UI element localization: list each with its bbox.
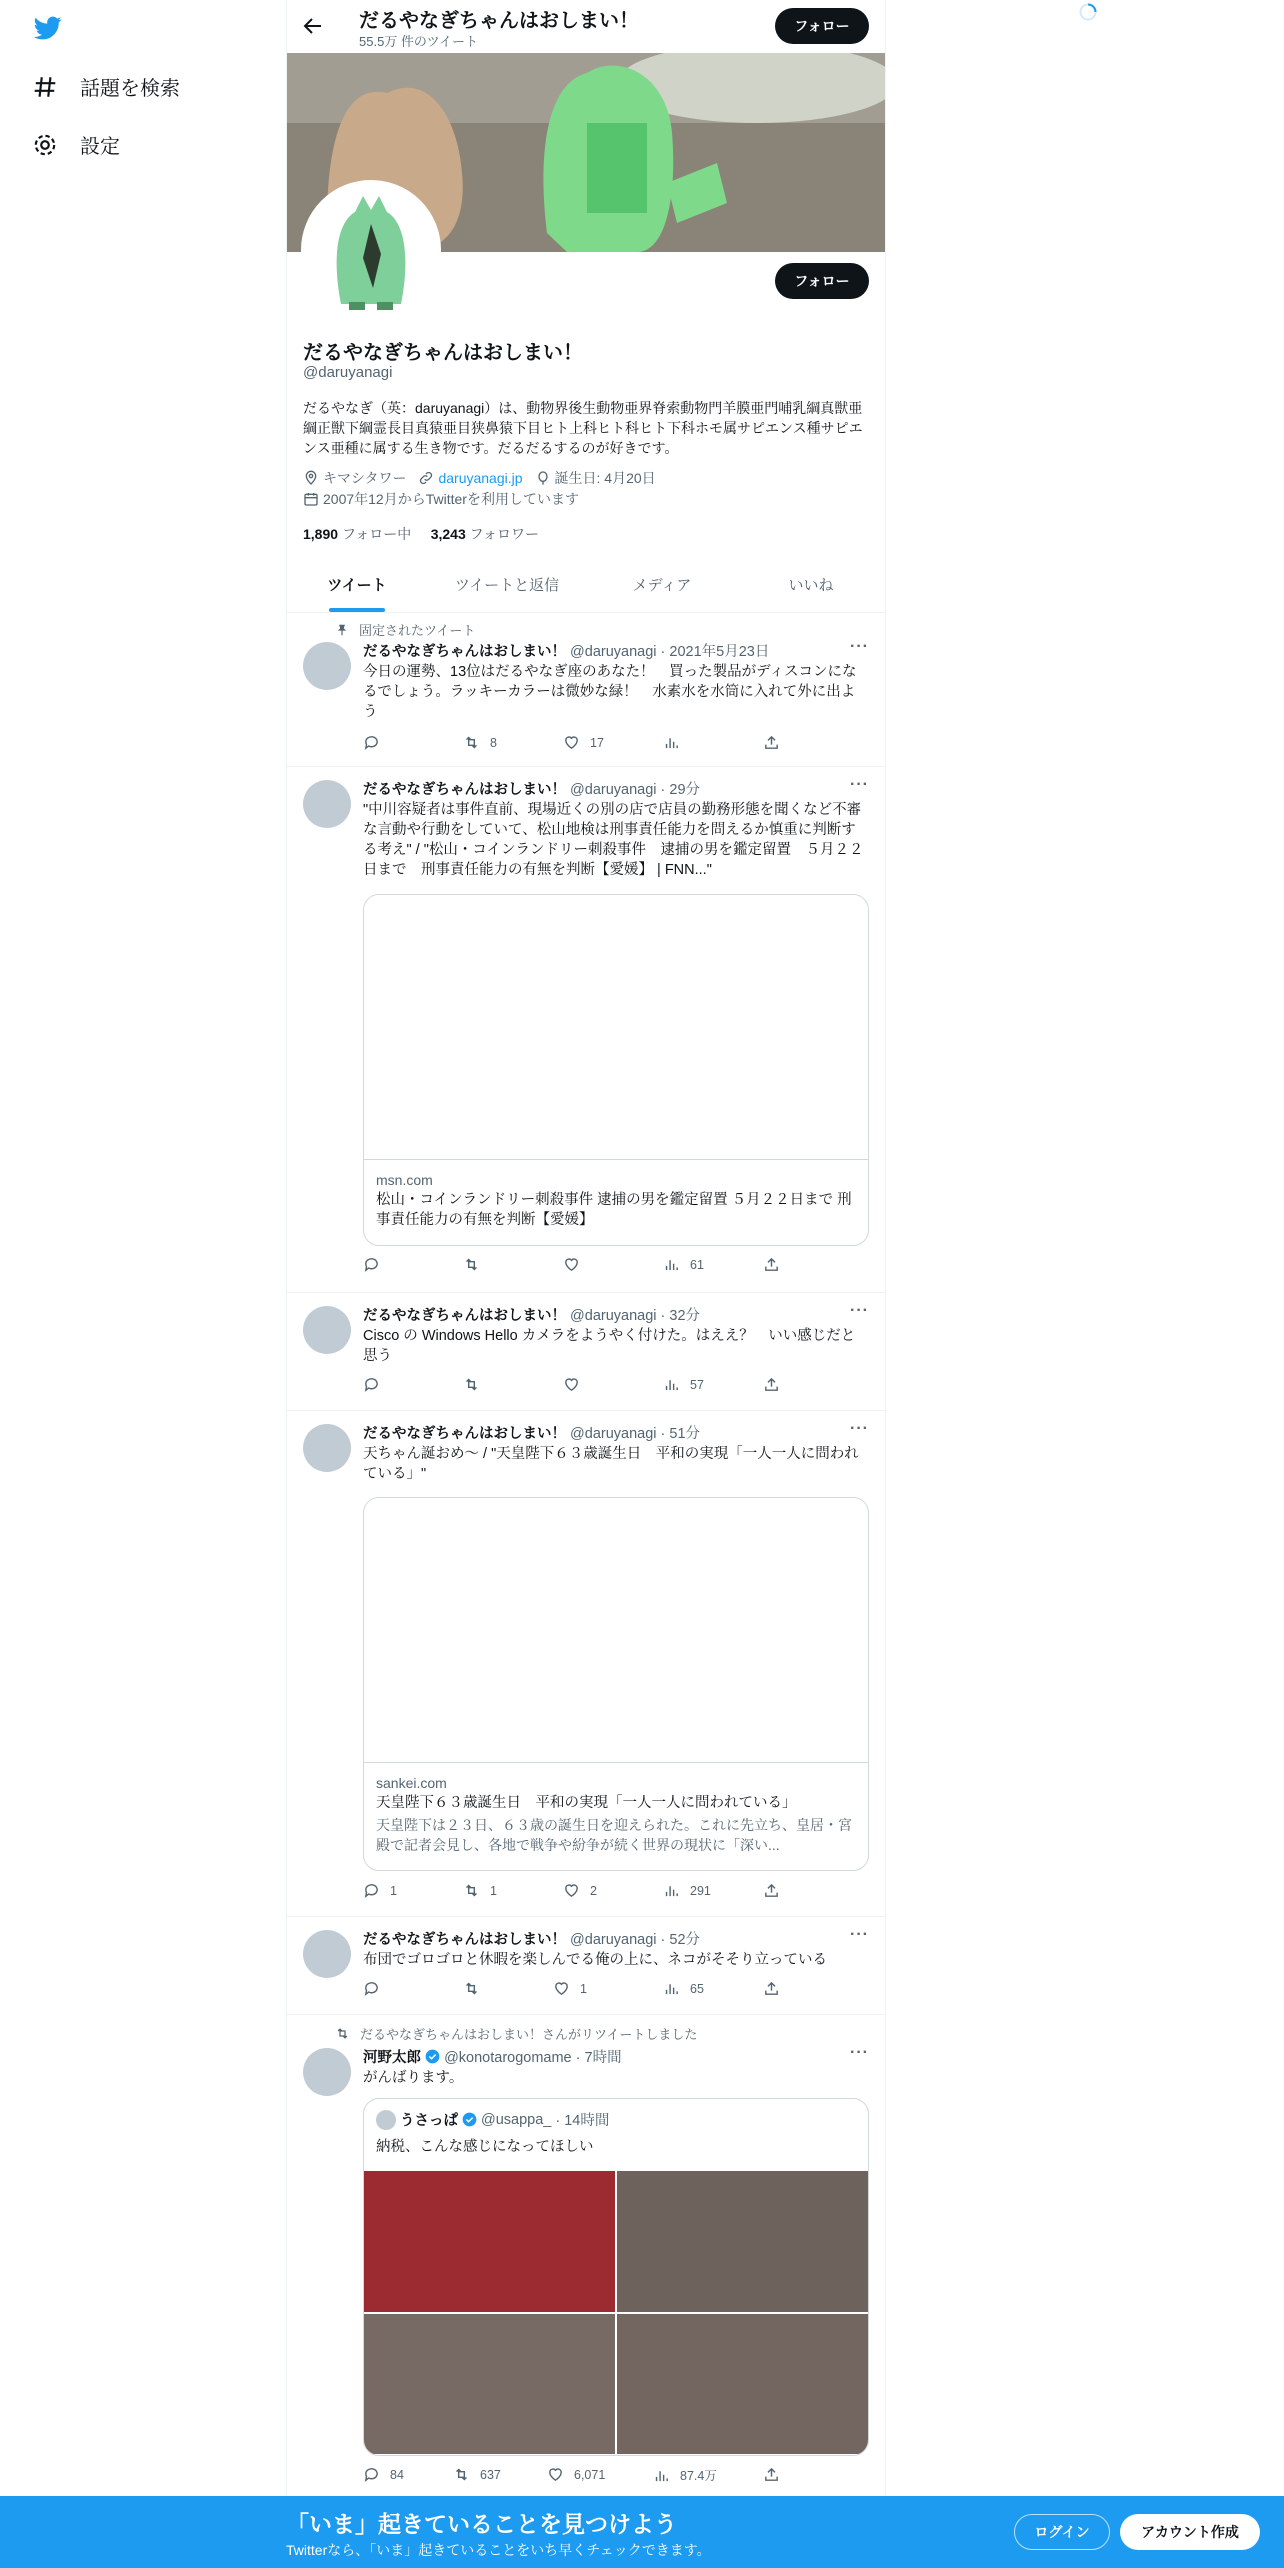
tweet-header xyxy=(363,1928,700,1949)
reply-icon xyxy=(363,2466,380,2483)
share-icon xyxy=(763,1256,780,1273)
gear-icon xyxy=(32,132,58,158)
tweet-header xyxy=(363,640,769,661)
profile-birthday xyxy=(535,468,656,488)
tweet-author-handle[interactable]: @daruyanagi xyxy=(570,782,657,798)
share-icon xyxy=(763,1882,780,1899)
views-button[interactable] xyxy=(663,1980,704,1997)
share-button[interactable] xyxy=(763,1376,780,1393)
share-button[interactable] xyxy=(763,1980,780,1997)
like-button[interactable] xyxy=(547,2466,605,2483)
heart-icon xyxy=(563,734,580,751)
card-title: 天皇陛下６３歳誕生日 平和の実現「一人一人に問われている」 xyxy=(376,1795,797,1811)
tweet[interactable] xyxy=(287,1410,885,1917)
tab-media[interactable]: メディア xyxy=(632,576,692,594)
like-count: 17 xyxy=(590,735,604,750)
bar-chart-icon xyxy=(653,2467,670,2484)
tweet-author-name[interactable]: だるやなぎちゃんはおしまい！ xyxy=(363,1426,566,1442)
tweet-time[interactable]: · 51分 xyxy=(660,1426,701,1442)
followers-label: フォロワー xyxy=(469,526,539,542)
retweet-icon xyxy=(335,2026,350,2041)
tweet-text: "中川容疑者は事件直前、現場近くの別の店で店員の勤務形態を聞くなど不審な言動や行動をしていて、松山地検は刑事責任能力を問えるか慎重に判断する考え" / "松山・コインランドリー刺殺事件 逮捕の男を鑑定留置 ５月２２日まで 刑事責任能力の有無を判断【愛媛】 | FNN..." xyxy=(363,802,864,878)
bar-chart-icon xyxy=(663,1980,680,1997)
heart-icon xyxy=(563,1256,580,1273)
tweet-actions xyxy=(363,1882,793,1902)
tweet-text: Cisco の Windows Hello カメラをようやく付けた。はええ？ いい感じだと思う xyxy=(363,1328,856,1364)
tweet-retweeted[interactable] xyxy=(287,2014,885,2496)
tweet[interactable] xyxy=(287,1916,885,2015)
avatar[interactable] xyxy=(303,2048,351,2096)
views-button[interactable] xyxy=(663,1882,711,1899)
reply-count: 84 xyxy=(390,2467,404,2482)
card-title: 松山・コインランドリー刺殺事件 逮捕の男を鑑定留置 ５月２２日まで 刑事責任能力の有無を判断【愛媛】 xyxy=(376,1192,852,1228)
nav-settings[interactable] xyxy=(32,130,120,159)
reply-icon xyxy=(363,1882,380,1899)
retweet-context xyxy=(335,2024,697,2043)
tweet-actions xyxy=(363,734,793,754)
signup-banner xyxy=(0,2496,1284,2568)
followers-count: 3,243 xyxy=(430,526,466,542)
quoted-author-name[interactable]: うさっぱ xyxy=(400,2113,458,2129)
retweet-count: 1 xyxy=(490,1883,497,1898)
more-icon[interactable]: ··· xyxy=(850,1420,869,1437)
profile-website[interactable] xyxy=(418,470,522,486)
profile-meta-row xyxy=(303,468,668,488)
followers-link[interactable] xyxy=(431,526,539,542)
reply-button[interactable] xyxy=(363,1376,390,1393)
tweet-text: 布団でゴロゴロと休暇を楽しんでる俺の上に、ネコがそそり立っている xyxy=(363,1952,827,1968)
avatar[interactable] xyxy=(303,1306,351,1354)
view-count: 291 xyxy=(690,1883,711,1898)
retweeted-by-label[interactable]: だるやなぎちゃんはおしまい！さんがリツイートしました xyxy=(360,2027,698,2042)
tweet[interactable] xyxy=(287,1292,885,1411)
profile-tabs xyxy=(287,556,885,613)
like-button[interactable] xyxy=(553,1980,587,1997)
quoted-time[interactable]: · 14時間 xyxy=(555,2113,610,2129)
reply-icon xyxy=(363,1256,380,1273)
media-image[interactable] xyxy=(364,2171,615,2312)
main-column xyxy=(286,0,886,2568)
tweet-actions xyxy=(363,1256,793,1276)
tweet-time[interactable]: · 29分 xyxy=(660,782,701,798)
retweet-icon xyxy=(463,1882,480,1899)
reply-icon xyxy=(363,1376,380,1393)
quoted-tweet-header xyxy=(376,2109,609,2130)
tweet-actions xyxy=(363,1980,793,2000)
avatar[interactable] xyxy=(303,1930,351,1978)
more-icon[interactable]: ··· xyxy=(850,1302,869,1319)
share-icon xyxy=(763,1980,780,1997)
profile-joined xyxy=(303,489,579,509)
profile-header-bar xyxy=(287,0,885,53)
share-icon xyxy=(763,734,780,751)
views-button[interactable] xyxy=(663,1256,704,1273)
card-image xyxy=(364,1498,868,1763)
card-image xyxy=(364,895,868,1160)
reply-button[interactable] xyxy=(363,734,390,751)
tweet-time[interactable]: · 32分 xyxy=(660,1308,701,1324)
card-domain: sankei.com xyxy=(376,1775,447,1791)
tweet-text: 天ちゃん誕おめ〜 / "天皇陛下６３歳誕生日 平和の実現「一人一人に問われている」" xyxy=(363,1446,859,1482)
tab-likes[interactable]: いいね xyxy=(788,576,834,594)
retweet-button[interactable] xyxy=(463,734,497,751)
media-image[interactable] xyxy=(617,2171,868,2312)
tweet-actions xyxy=(363,1376,793,1396)
retweet-button[interactable] xyxy=(463,1882,497,1899)
quoted-text: 納税、こんな感じになってほしい xyxy=(376,2139,594,2155)
nav-settings-label: 設定 xyxy=(80,136,120,158)
avatar[interactable] xyxy=(303,780,351,828)
view-count: 57 xyxy=(690,1377,704,1392)
reply-button[interactable] xyxy=(363,1980,390,1997)
tweet-text: がんばります。 xyxy=(363,2070,464,2086)
reply-icon xyxy=(363,1980,380,1997)
views-button[interactable] xyxy=(653,2466,717,2484)
more-icon[interactable]: ··· xyxy=(850,776,869,793)
view-count: 61 xyxy=(690,1257,704,1272)
following-count: 1,890 xyxy=(303,526,339,542)
profile-handle: @daruyanagi xyxy=(303,364,393,381)
retweet-icon xyxy=(463,1980,480,1997)
retweet-button[interactable] xyxy=(453,2466,501,2483)
reply-button[interactable] xyxy=(363,1882,397,1899)
share-button[interactable] xyxy=(763,2466,780,2483)
retweet-count: 637 xyxy=(480,2467,501,2482)
nav-explore[interactable] xyxy=(32,72,180,101)
like-count: 6,071 xyxy=(574,2467,606,2482)
heart-icon xyxy=(563,1882,580,1899)
tweet-header xyxy=(363,1422,700,1443)
profile-follow-button[interactable]: フォロー xyxy=(775,263,869,299)
reply-button[interactable] xyxy=(363,1256,390,1273)
tweet-author-handle[interactable]: @daruyanagi xyxy=(570,1308,657,1324)
like-count: 2 xyxy=(590,1883,597,1898)
share-button[interactable] xyxy=(763,734,780,751)
tweet-time[interactable]: · 52分 xyxy=(660,1932,701,1948)
quoted-tweet[interactable] xyxy=(363,2098,869,2456)
heart-icon xyxy=(563,1376,580,1393)
retweet-icon xyxy=(463,1256,480,1273)
views-button[interactable] xyxy=(663,734,690,751)
tweet-time[interactable]: · 2021年5月23日 xyxy=(660,644,770,660)
avatar-image xyxy=(305,184,437,316)
profile-joined-row xyxy=(303,489,591,509)
tweet-header xyxy=(363,778,700,799)
media-image[interactable] xyxy=(617,2314,868,2455)
view-count: 87.4万 xyxy=(680,2469,717,2483)
more-icon[interactable]: ··· xyxy=(850,1926,869,1943)
tweet-author-name[interactable]: だるやなぎちゃんはおしまい！ xyxy=(363,1308,566,1324)
retweet-button[interactable] xyxy=(463,1376,490,1393)
tweet-time[interactable]: · 7時間 xyxy=(575,2050,622,2066)
tweet-header xyxy=(363,2046,622,2067)
following-label: フォロー中 xyxy=(341,526,412,542)
retweet-button[interactable] xyxy=(463,1980,490,1997)
profile-website-link[interactable]: daruyanagi.jp xyxy=(438,470,523,486)
tweet-author-handle[interactable]: @daruyanagi xyxy=(570,1932,657,1948)
profile-location xyxy=(303,468,406,488)
link-card[interactable] xyxy=(363,894,869,1246)
header-tweet-count: 55.5万 件のツイート xyxy=(359,34,479,49)
reply-button[interactable] xyxy=(363,2466,404,2483)
quoted-media-grid xyxy=(364,2171,868,2454)
signup-banner-title: 「いま」起きていることを見つけよう xyxy=(286,2511,677,2537)
header-follow-button[interactable]: フォロー xyxy=(775,8,869,44)
quoted-author-handle[interactable]: @usappa_ xyxy=(481,2111,552,2128)
following-link[interactable] xyxy=(303,526,411,542)
bar-chart-icon xyxy=(663,734,680,751)
bar-chart-icon xyxy=(663,1256,680,1273)
tweet-header xyxy=(363,1304,700,1325)
tweet-author-name[interactable]: だるやなぎちゃんはおしまい！ xyxy=(363,782,566,798)
tweet[interactable] xyxy=(287,766,885,1293)
tweet-author-handle[interactable]: @konotarogomame xyxy=(444,2050,572,2066)
retweet-icon xyxy=(463,1376,480,1393)
tweet-author-name[interactable]: 河野太郎 xyxy=(363,2050,421,2066)
like-button[interactable] xyxy=(563,734,604,751)
tab-tweets[interactable]: ツイート xyxy=(327,576,387,594)
tweet-author-handle[interactable]: @daruyanagi xyxy=(570,644,657,660)
login-button[interactable]: ログイン xyxy=(1014,2514,1110,2550)
signup-banner-subtitle: Twitterなら、「いま」起きていることをいち早くチェックできます。 xyxy=(286,2542,711,2558)
retweet-icon xyxy=(453,2466,470,2483)
view-count: 65 xyxy=(690,1981,704,1996)
reply-count: 1 xyxy=(390,1883,397,1898)
heart-icon xyxy=(553,1980,570,1997)
profile-location-text: キマシタワー xyxy=(323,470,407,486)
pin-icon xyxy=(335,623,349,637)
like-button[interactable] xyxy=(563,1256,590,1273)
share-button[interactable] xyxy=(763,1256,780,1273)
link-icon xyxy=(418,470,434,486)
reply-icon xyxy=(363,734,380,751)
balloon-icon xyxy=(535,470,551,486)
like-count: 1 xyxy=(580,1981,587,1996)
profile-bio: だるやなぎ（英：daruyanagi）は、動物界後生動物亜界脊索動物門羊膜亜門哺乳綱真獣亜綱正獣下綱霊長目真猿亜目狭鼻猿下目ヒト上科ヒト科ヒト下科ホモ属サピエンス種サピエンス亜種に属する生き物です。だるだるするのが好きです。 xyxy=(303,400,863,456)
follow-counts xyxy=(303,524,539,544)
pinned-row xyxy=(335,620,475,639)
link-card[interactable] xyxy=(363,1497,869,1871)
card-description: 天皇陛下は２３日、６３歳の誕生日を迎えられた。これに先立ち、皇居・宮殿で記者会見し、各地で戦争や紛争が続く世界の現状に「深い... xyxy=(376,1817,852,1853)
views-button[interactable] xyxy=(663,1376,704,1393)
profile-avatar[interactable] xyxy=(301,180,441,320)
profile-joined-text: 2007年12月からTwitterを利用しています xyxy=(323,491,579,507)
avatar[interactable] xyxy=(303,1424,351,1472)
tweet-author-name[interactable]: だるやなぎちゃんはおしまい！ xyxy=(363,1932,566,1948)
create-account-button[interactable]: アカウント作成 xyxy=(1120,2514,1260,2550)
tweet-pinned[interactable] xyxy=(287,612,885,767)
like-button[interactable] xyxy=(563,1882,597,1899)
card-domain: msn.com xyxy=(376,1172,433,1188)
share-button[interactable] xyxy=(763,1882,780,1899)
media-image[interactable] xyxy=(364,2314,615,2455)
tweet-author-handle[interactable]: @daruyanagi xyxy=(570,1426,657,1442)
calendar-icon xyxy=(303,491,319,507)
tweet-author-name[interactable]: だるやなぎちゃんはおしまい！ xyxy=(363,644,566,660)
quoted-avatar[interactable] xyxy=(376,2110,396,2130)
share-icon xyxy=(763,1376,780,1393)
profile-name: だるやなぎちゃんはおしまい！ xyxy=(303,342,583,364)
like-button[interactable] xyxy=(563,1376,590,1393)
pinned-label: 固定されたツイート xyxy=(359,623,476,638)
avatar[interactable] xyxy=(303,642,351,690)
share-icon xyxy=(763,2466,780,2483)
back-arrow-icon[interactable] xyxy=(301,14,325,38)
more-icon[interactable]: ··· xyxy=(850,2044,869,2061)
heart-icon xyxy=(547,2466,564,2483)
location-pin-icon xyxy=(303,470,319,486)
verified-badge-icon xyxy=(462,2112,477,2127)
tab-tweets-and-replies[interactable]: ツイートと返信 xyxy=(454,576,560,594)
tweet-text: 今日の運勢、13位はだるやなぎ座のあなた！ 買った製品がディスコンになるでしょう。ラッキーカラーは微妙な緑！ 水素水を水筒に入れて外に出よう xyxy=(363,664,857,720)
more-icon[interactable]: ··· xyxy=(850,638,869,655)
bar-chart-icon xyxy=(663,1376,680,1393)
loading-spinner-icon xyxy=(1078,2,1098,22)
verified-badge-icon xyxy=(425,2049,440,2064)
header-title: だるやなぎちゃんはおしまい！ xyxy=(359,10,639,32)
profile-birthday-text: 誕生日: 4月20日 xyxy=(554,470,656,486)
bar-chart-icon xyxy=(663,1882,680,1899)
hashtag-icon xyxy=(32,74,58,100)
retweet-icon xyxy=(463,734,480,751)
retweet-count: 8 xyxy=(490,735,497,750)
retweet-button[interactable] xyxy=(463,1256,490,1273)
twitter-logo-icon[interactable] xyxy=(32,14,64,42)
tweet-actions xyxy=(363,2466,793,2486)
nav-explore-label: 話題を検索 xyxy=(80,78,180,100)
